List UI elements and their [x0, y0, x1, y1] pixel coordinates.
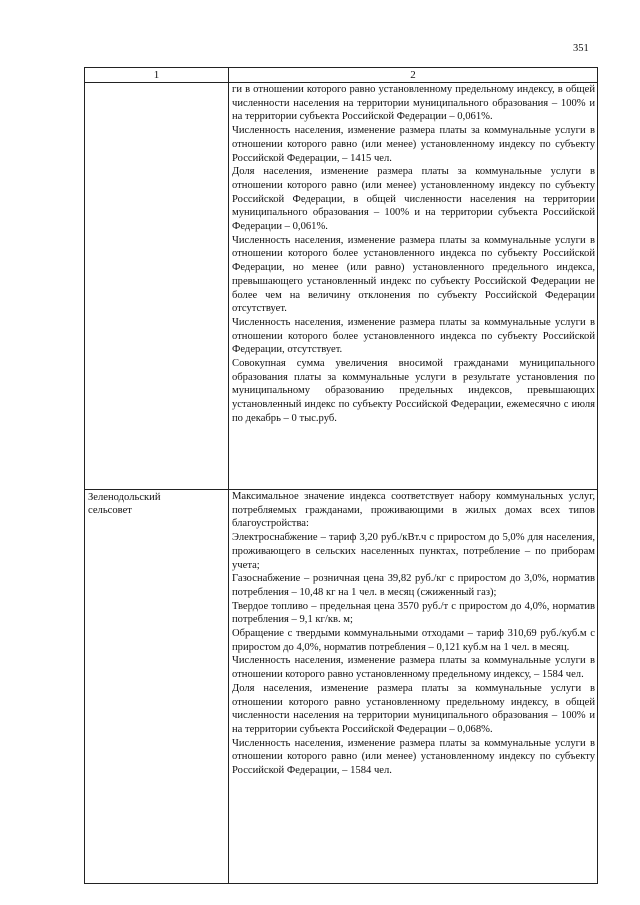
paragraph: ги в отношении которого равно установленному предельному индексу, в общей численности населения на территории муниципального образования – 100% и на территории субъекта Российской Федерации – 0,061%. [232, 84, 595, 123]
paragraph: Максимальное значение индекса соответствует набору коммунальных услуг, потребляемых гражданами, проживающими в жилых домах всех типов благоустройства: [232, 491, 595, 530]
description-cell [229, 83, 598, 490]
paragraph: Численность населения, изменение размера платы за коммунальные услуги в отношении которого более установленного индекса по субъекту Российской Федерации, но менее (или равно) установленного предельного индекса, превышающего установленный индекс по субъекту Российской Федерации не более чем на величину отклонения по субъекту Российской Федерации отсутствует. [232, 234, 595, 315]
description-cell [229, 490, 598, 884]
territory-cell [85, 490, 229, 884]
paragraph: Численность населения, изменение размера платы за коммунальные услуги в отношении которого равно (или менее) установленному индексу по субъекту Российской Федерации, – 1584 чел. [232, 737, 595, 777]
paragraph: Совокупная сумма увеличения вносимой гражданами муниципального образования платы за коммунальные услуги в результате установления по муниципальному образованию предельных индексов, превышающих установленный индекс по субъекту Российской Федерации, ежемесячно с июля по декабрь – 0 тыс.руб. [232, 358, 595, 424]
territory-cell [85, 83, 229, 490]
territory-name-line: сельсовет [88, 505, 132, 517]
table-row [85, 83, 598, 490]
paragraph: Электроснабжение – тариф 3,20 руб./кВт.ч с приростом до 5,0% для населения, проживающего в сельских населенных пунктах, потребление – по приборам учета; [232, 532, 595, 571]
column-header-1: 1 [85, 68, 229, 83]
paragraph: Численность населения, изменение размера платы за коммунальные услуги в отношении которого более установленного индекса по субъекту Российской Федерации, отсутствует. [232, 316, 595, 356]
column-header-2: 2 [229, 68, 598, 83]
paragraph: Твердое топливо – предельная цена 3570 руб./т с приростом до 4,0%, норматив потребления – 9,1 кг/кв. м; [232, 600, 595, 626]
paragraph: Обращение с твердыми коммунальными отходами – тариф 310,69 руб./куб.м с приростом до 4,0%, норматив потребления – 0,121 куб.м на 1 чел. в месяц. [232, 628, 595, 653]
table-row [85, 490, 598, 884]
paragraph: Численность населения, изменение размера платы за коммунальные услуги в отношении которого равно установленному предельному индексу, – 1584 чел. [232, 655, 595, 681]
paragraph: Доля населения, изменение размера платы за коммунальные услуги в отношении которого равно (или менее) установленному индексу по субъекту Российской Федерации, в общей численности населения на территории муниципального образования – 100% и на территории субъекта Российской Федерации – 0,061%. [232, 166, 595, 233]
document-table [84, 67, 598, 884]
paragraph: Численность населения, изменение размера платы за коммунальные услуги в отношении которого равно (или менее) установленному индексу по субъекту Российской Федерации, – 1415 чел. [232, 125, 595, 164]
paragraph: Доля населения, изменение размера платы за коммунальные услуги в отношении которого равно установленному предельному индексу, в общей численности населения на территории муниципального образования – 100% и на территории субъекта Российской Федерации – 0,068%. [232, 682, 595, 735]
table-header-row [85, 68, 598, 83]
territory-name-line: Зеленодольский [88, 492, 161, 503]
page-number: 351 [573, 43, 589, 54]
paragraph: Газоснабжение – розничная цена 39,82 руб./кг с приростом до 3,0%, норматив потребления – 10,48 кг на 1 чел. в месяц (сжиженный газ); [232, 573, 595, 598]
